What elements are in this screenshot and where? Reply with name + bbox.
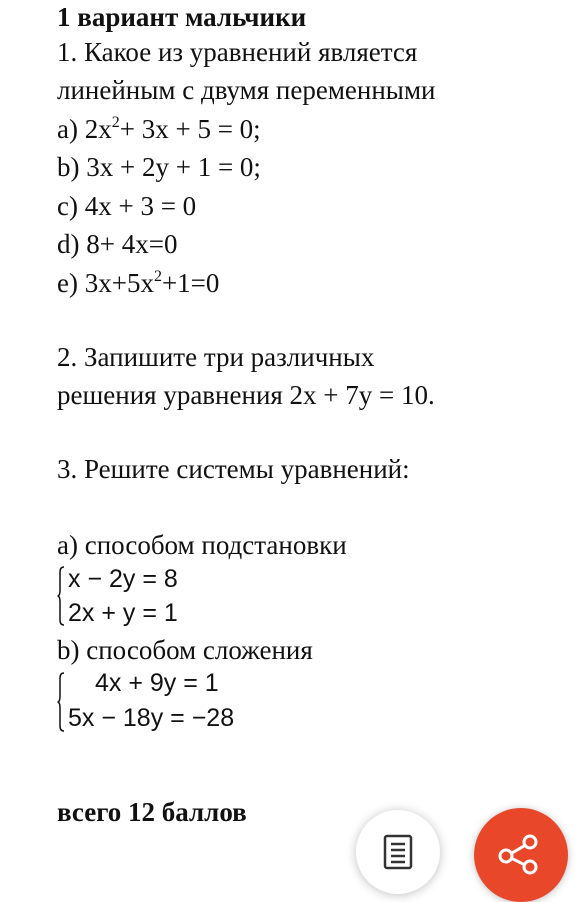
system-b	[57, 667, 317, 733]
q1-option-a	[57, 112, 261, 146]
system-b-equation-2: 5x − 18y = −28	[68, 704, 235, 732]
q1-option-e	[57, 266, 219, 300]
q1-option-c: c) 4x + 3 = 0	[57, 191, 197, 221]
q3-a-label: a) способом подстановки	[57, 530, 347, 560]
left-brace-icon	[57, 672, 65, 732]
system-a-equation-1: x − 2y = 8	[68, 565, 178, 593]
q3-line-1: 3. Решите системы уравнений:	[57, 454, 410, 484]
system-a-equation-2: 2x + y = 1	[68, 599, 178, 627]
left-brace-icon	[57, 566, 65, 626]
q1-option-e-start: e) 3x+5x	[57, 268, 154, 298]
q1-option-a-end: + 3x + 5 = 0;	[119, 114, 261, 144]
q2-line-2: решения уравнения 2x + 7y = 10.	[57, 380, 435, 410]
q1-line-1: 1. Какое из уравнений является	[57, 37, 418, 67]
q1-option-d: d) 8+ 4x=0	[57, 229, 178, 259]
q2-line-1: 2. Запишите три различных	[57, 342, 375, 372]
q1-option-b: b) 3x + 2y + 1 = 0;	[57, 152, 261, 182]
share-icon	[497, 832, 541, 876]
q3-b-label: b) способом сложения	[57, 635, 313, 665]
document-button[interactable]	[356, 810, 440, 894]
q1-line-2: линейным с двумя переменными	[57, 75, 436, 105]
q1-option-a-start: a) 2x	[57, 114, 112, 144]
q1-option-e-exponent: 2	[153, 268, 162, 285]
system-b-equation-1: 4x + 9y = 1	[95, 669, 219, 697]
share-button[interactable]	[474, 808, 568, 902]
system-a	[57, 563, 317, 629]
q1-option-a-exponent: 2	[111, 114, 120, 131]
page-title: 1 вариант мальчики	[57, 2, 307, 32]
document-icon	[383, 834, 413, 870]
total-points: всего 12 баллов	[57, 797, 247, 827]
q1-option-e-end: +1=0	[161, 268, 220, 298]
